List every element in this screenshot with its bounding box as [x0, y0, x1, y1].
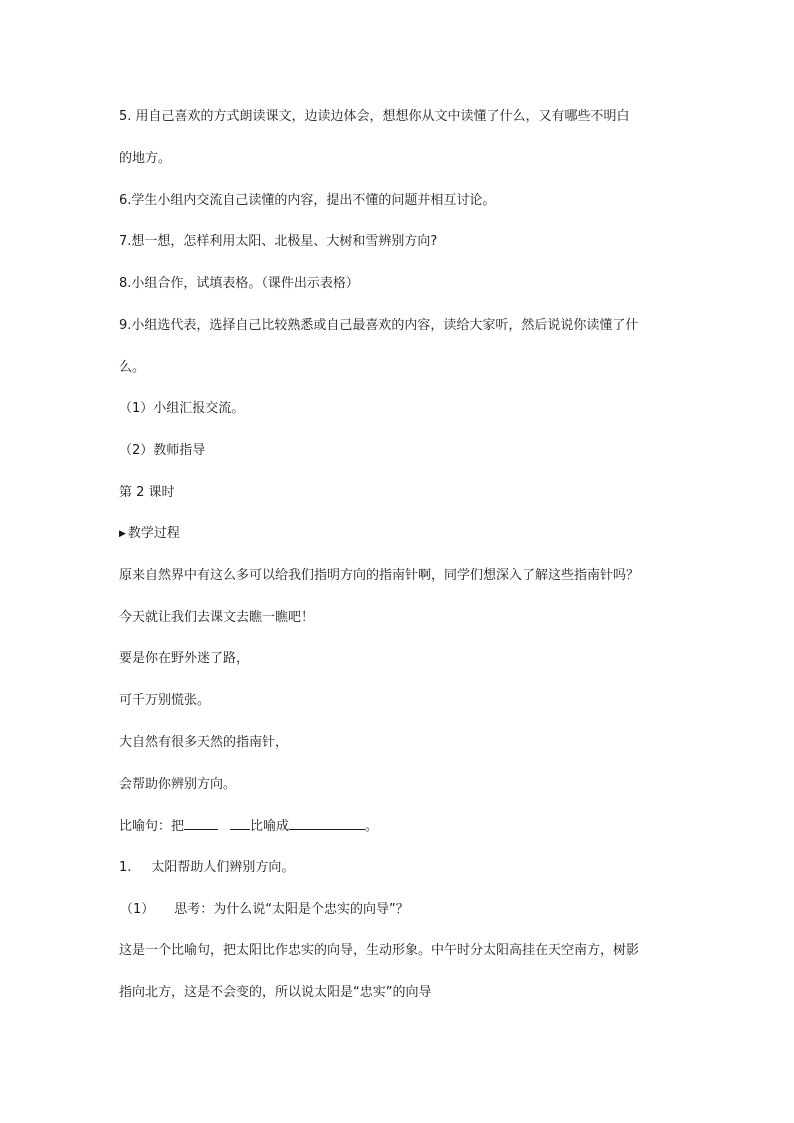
list-item-number: 1. [119, 860, 132, 875]
fill-blank-1 [184, 817, 218, 830]
metaphor-prefix: 比喻句：把 [119, 819, 185, 834]
poem-line: 可千万别慌张。 [119, 693, 211, 708]
lesson-heading: 第 2 课时 [119, 485, 175, 500]
metaphor-exercise [119, 817, 689, 836]
sub-item-number: （1） [120, 902, 155, 917]
sub-item [120, 901, 690, 919]
text-line: 么。 [119, 360, 146, 375]
metaphor-suffix: 。 [365, 819, 379, 834]
text-line: （2）教师指导 [119, 443, 206, 458]
text-line: 7.想一想，怎样利用太阳、北极星、大树和雪辨别方向? [119, 234, 438, 249]
text-line: （1）小组汇报交流。 [119, 401, 245, 416]
metaphor-middle: 比喻成 [250, 819, 290, 834]
text-line: 9.小组选代表，选择自己比较熟悉或自己最喜欢的内容，读给大家听，然后说说你读懂了什 [119, 318, 639, 333]
answer-line: 指向北方，这是不会变的，所以说太阳是“忠实”的向导 [119, 985, 432, 1000]
text-line: 8.小组合作，试填表格。（课件出示表格） [119, 276, 359, 291]
text-line: 5. 用自己喜欢的方式朗读课文，边读边体会，想想你从文中读懂了什么，又有哪些不明白 [119, 109, 630, 124]
paragraph-line: 原来自然界中有这么多可以给我们指明方向的指南针啊，同学们想深入了解这些指南针吗？ [119, 568, 640, 583]
section-heading [119, 525, 689, 543]
sub-item-text: 思考：为什么说“太阳是个忠实的向导”？ [174, 902, 409, 917]
poem-line: 要是你在野外迷了路， [119, 651, 250, 666]
fill-blank-2 [230, 817, 250, 830]
paragraph-line: 今天就让我们去课文去瞧一瞧吧！ [119, 610, 315, 625]
triangle-bullet-icon: ▶ [119, 529, 126, 539]
section-heading-text: 教学过程 [127, 526, 180, 541]
text-line: 的地方。 [119, 151, 172, 166]
poem-line: 大自然有很多天然的指南针， [119, 735, 289, 750]
fill-blank-3 [289, 817, 365, 830]
list-item-text: 太阳帮助人们辨别方向。 [151, 860, 295, 875]
list-item [119, 859, 689, 877]
poem-line: 会帮助你辨别方向。 [119, 777, 237, 792]
answer-line: 这是一个比喻句，把太阳比作忠实的向导，生动形象。中午时分太阳高挂在天空南方，树影 [119, 943, 640, 958]
text-line: 6.学生小组内交流自己读懂的内容，提出不懂的问题并相互讨论。 [119, 193, 496, 208]
